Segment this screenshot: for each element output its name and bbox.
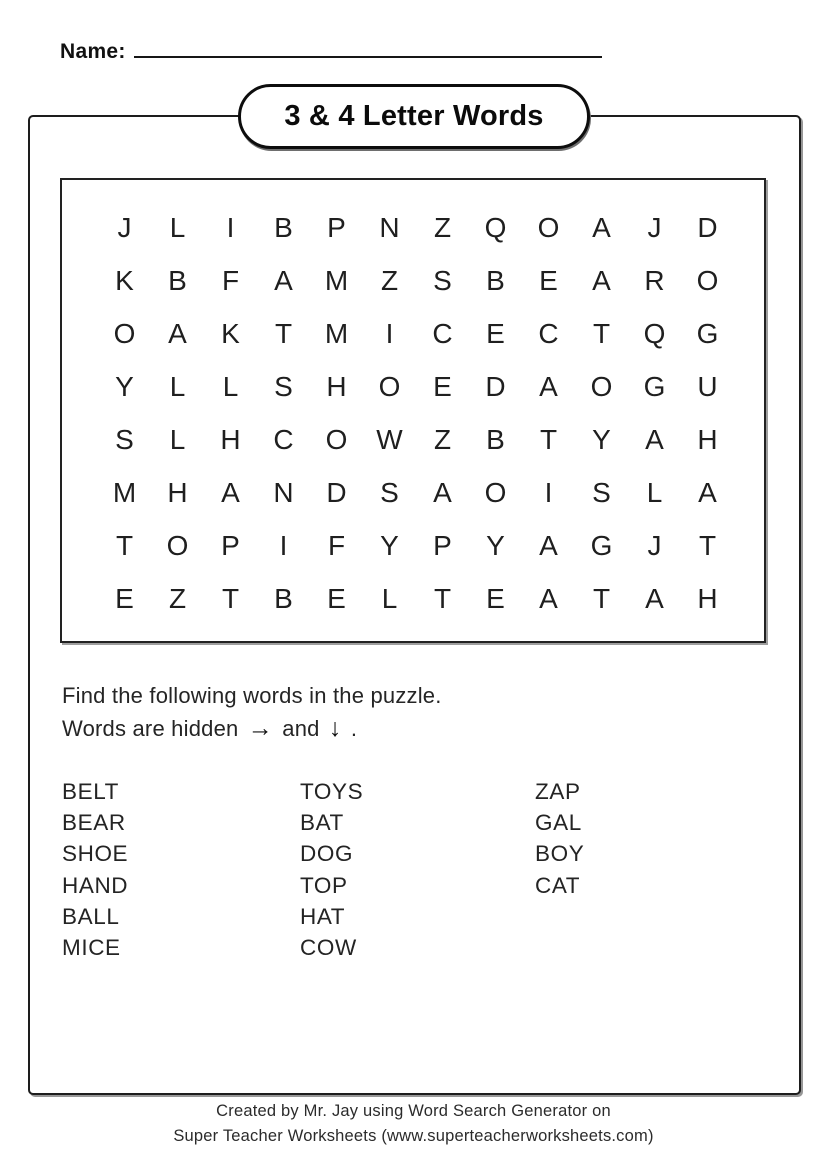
grid-letter: E — [539, 265, 558, 297]
grid-letter: A — [221, 476, 240, 508]
word-item: BALL — [62, 903, 120, 929]
grid-letter: E — [433, 371, 452, 403]
grid-letter: T — [539, 423, 558, 455]
grid-letter: C — [538, 318, 559, 350]
word-item: TOP — [300, 872, 348, 898]
grid-letter: S — [274, 371, 293, 403]
instructions-line2-period: . — [350, 716, 358, 741]
right-arrow-icon: → — [247, 714, 273, 742]
grid-letter: O — [325, 423, 348, 455]
grid-letter: N — [379, 212, 400, 244]
grid-letter: A — [645, 423, 664, 455]
word-item: BOY — [535, 841, 585, 867]
grid-letter: P — [221, 529, 240, 561]
grid-letter: O — [696, 265, 719, 297]
word-item: HAT — [300, 903, 346, 929]
grid-letter: Z — [168, 582, 187, 614]
page-title: 3 & 4 Letter Words — [284, 100, 544, 132]
grid-letter: Y — [380, 529, 399, 561]
grid-letter: M — [324, 265, 349, 297]
grid-letter: H — [167, 476, 188, 508]
word-list — [62, 776, 766, 976]
word-item: SHOE — [62, 841, 129, 867]
word-item: CAT — [535, 872, 581, 898]
name-row — [60, 40, 605, 64]
word-item: GAL — [535, 810, 582, 836]
word-item: BELT — [62, 779, 120, 804]
word-item: DOG — [300, 841, 354, 867]
grid-letter: J — [647, 529, 662, 561]
grid-letter: W — [376, 423, 403, 455]
grid-letter: B — [274, 582, 293, 614]
grid-letter: T — [274, 318, 293, 350]
grid-letter: U — [697, 371, 718, 403]
word-list-column — [300, 776, 363, 963]
word-item: BEAR — [62, 810, 126, 836]
grid-letter: P — [433, 529, 452, 561]
grid-letter: I — [544, 476, 553, 508]
grid-letter: O — [484, 476, 507, 508]
grid-letter: G — [643, 371, 666, 403]
word-list-column — [62, 776, 128, 963]
grid-letter: S — [380, 476, 399, 508]
grid-letter: T — [592, 318, 611, 350]
title-badge — [238, 84, 590, 149]
grid-letter: I — [385, 318, 394, 350]
grid-letter: J — [647, 212, 662, 244]
word-item: ZAP — [535, 779, 581, 804]
grid-letter: Q — [484, 212, 507, 244]
grid-letter: Z — [380, 265, 399, 297]
grid-letter: B — [168, 265, 187, 297]
grid-letter: T — [433, 582, 452, 614]
grid-letter: K — [115, 265, 134, 297]
grid-letter: S — [115, 423, 134, 455]
grid-letter: L — [222, 371, 239, 403]
grid-letter: H — [697, 423, 718, 455]
word-item: TOYS — [300, 779, 364, 804]
grid-letter: Y — [115, 371, 134, 403]
grid-letter: I — [279, 529, 288, 561]
grid-letter: O — [166, 529, 189, 561]
instructions — [62, 680, 442, 745]
grid-letter: O — [113, 318, 136, 350]
grid-letter: T — [592, 582, 611, 614]
grid-letter: Y — [592, 423, 611, 455]
grid-letter: A — [592, 212, 611, 244]
grid-letter: T — [221, 582, 240, 614]
name-label: Name: — [60, 40, 126, 63]
grid-letter: S — [592, 476, 611, 508]
grid-letter: G — [696, 318, 719, 350]
grid-letter: A — [539, 582, 558, 614]
grid-letter: M — [324, 318, 349, 350]
grid-letter: H — [220, 423, 241, 455]
grid-letter: T — [115, 529, 134, 561]
letter-grid — [98, 202, 734, 625]
grid-letter: A — [698, 476, 717, 508]
grid-letter: L — [169, 371, 186, 403]
grid-letter: L — [169, 212, 186, 244]
word-item: MICE — [62, 935, 121, 961]
grid-letter: D — [326, 476, 347, 508]
instructions-line2 — [62, 712, 442, 745]
grid-letter: K — [221, 318, 240, 350]
instructions-line2-and: and — [282, 716, 320, 741]
grid-letter: M — [112, 476, 137, 508]
grid-letter: B — [486, 423, 505, 455]
grid-letter: Z — [433, 423, 452, 455]
grid-letter: L — [169, 423, 186, 455]
name-blank-line — [134, 40, 602, 58]
grid-letter: F — [327, 529, 346, 561]
instructions-line1: Find the following words in the puzzle. — [62, 683, 442, 708]
grid-letter: A — [592, 265, 611, 297]
grid-letter: P — [327, 212, 346, 244]
grid-letter: Q — [643, 318, 666, 350]
grid-letter: T — [698, 529, 717, 561]
grid-letter: A — [539, 371, 558, 403]
grid-letter: B — [486, 265, 505, 297]
grid-letter: A — [645, 582, 664, 614]
grid-letter: R — [644, 265, 665, 297]
footer-line1: Created by Mr. Jay using Word Search Generator on — [216, 1102, 611, 1120]
footer-credit — [0, 1099, 827, 1149]
grid-letter: L — [381, 582, 398, 614]
grid-letter: G — [590, 529, 613, 561]
word-list-column — [535, 776, 584, 901]
instructions-line2-prefix: Words are hidden — [62, 716, 239, 741]
grid-letter: O — [590, 371, 613, 403]
grid-letter: A — [539, 529, 558, 561]
grid-letter: N — [273, 476, 294, 508]
grid-letter: L — [646, 476, 663, 508]
grid-letter: E — [115, 582, 134, 614]
grid-letter: E — [486, 318, 505, 350]
grid-letter: C — [432, 318, 453, 350]
grid-letter: A — [274, 265, 293, 297]
grid-letter: S — [433, 265, 452, 297]
grid-letter: E — [327, 582, 346, 614]
word-item: BAT — [300, 810, 344, 836]
grid-letter: E — [486, 582, 505, 614]
letter-grid-box — [60, 178, 766, 643]
grid-letter: Z — [433, 212, 452, 244]
word-item: COW — [300, 935, 357, 961]
grid-letter: D — [697, 212, 718, 244]
grid-letter: O — [378, 371, 401, 403]
grid-letter: D — [485, 371, 506, 403]
grid-letter: H — [697, 582, 718, 614]
grid-letter: C — [273, 423, 294, 455]
word-item: HAND — [62, 872, 129, 898]
down-arrow-icon: ↓ — [328, 714, 342, 742]
grid-letter: J — [117, 212, 132, 244]
footer-line2: Super Teacher Worksheets (www.superteacherworksheets.com) — [173, 1127, 654, 1145]
grid-letter: A — [168, 318, 187, 350]
grid-letter: F — [221, 265, 240, 297]
grid-letter: H — [326, 371, 347, 403]
grid-letter: B — [274, 212, 293, 244]
grid-letter: O — [537, 212, 560, 244]
grid-letter: I — [226, 212, 235, 244]
grid-letter: Y — [486, 529, 505, 561]
grid-letter: A — [433, 476, 452, 508]
